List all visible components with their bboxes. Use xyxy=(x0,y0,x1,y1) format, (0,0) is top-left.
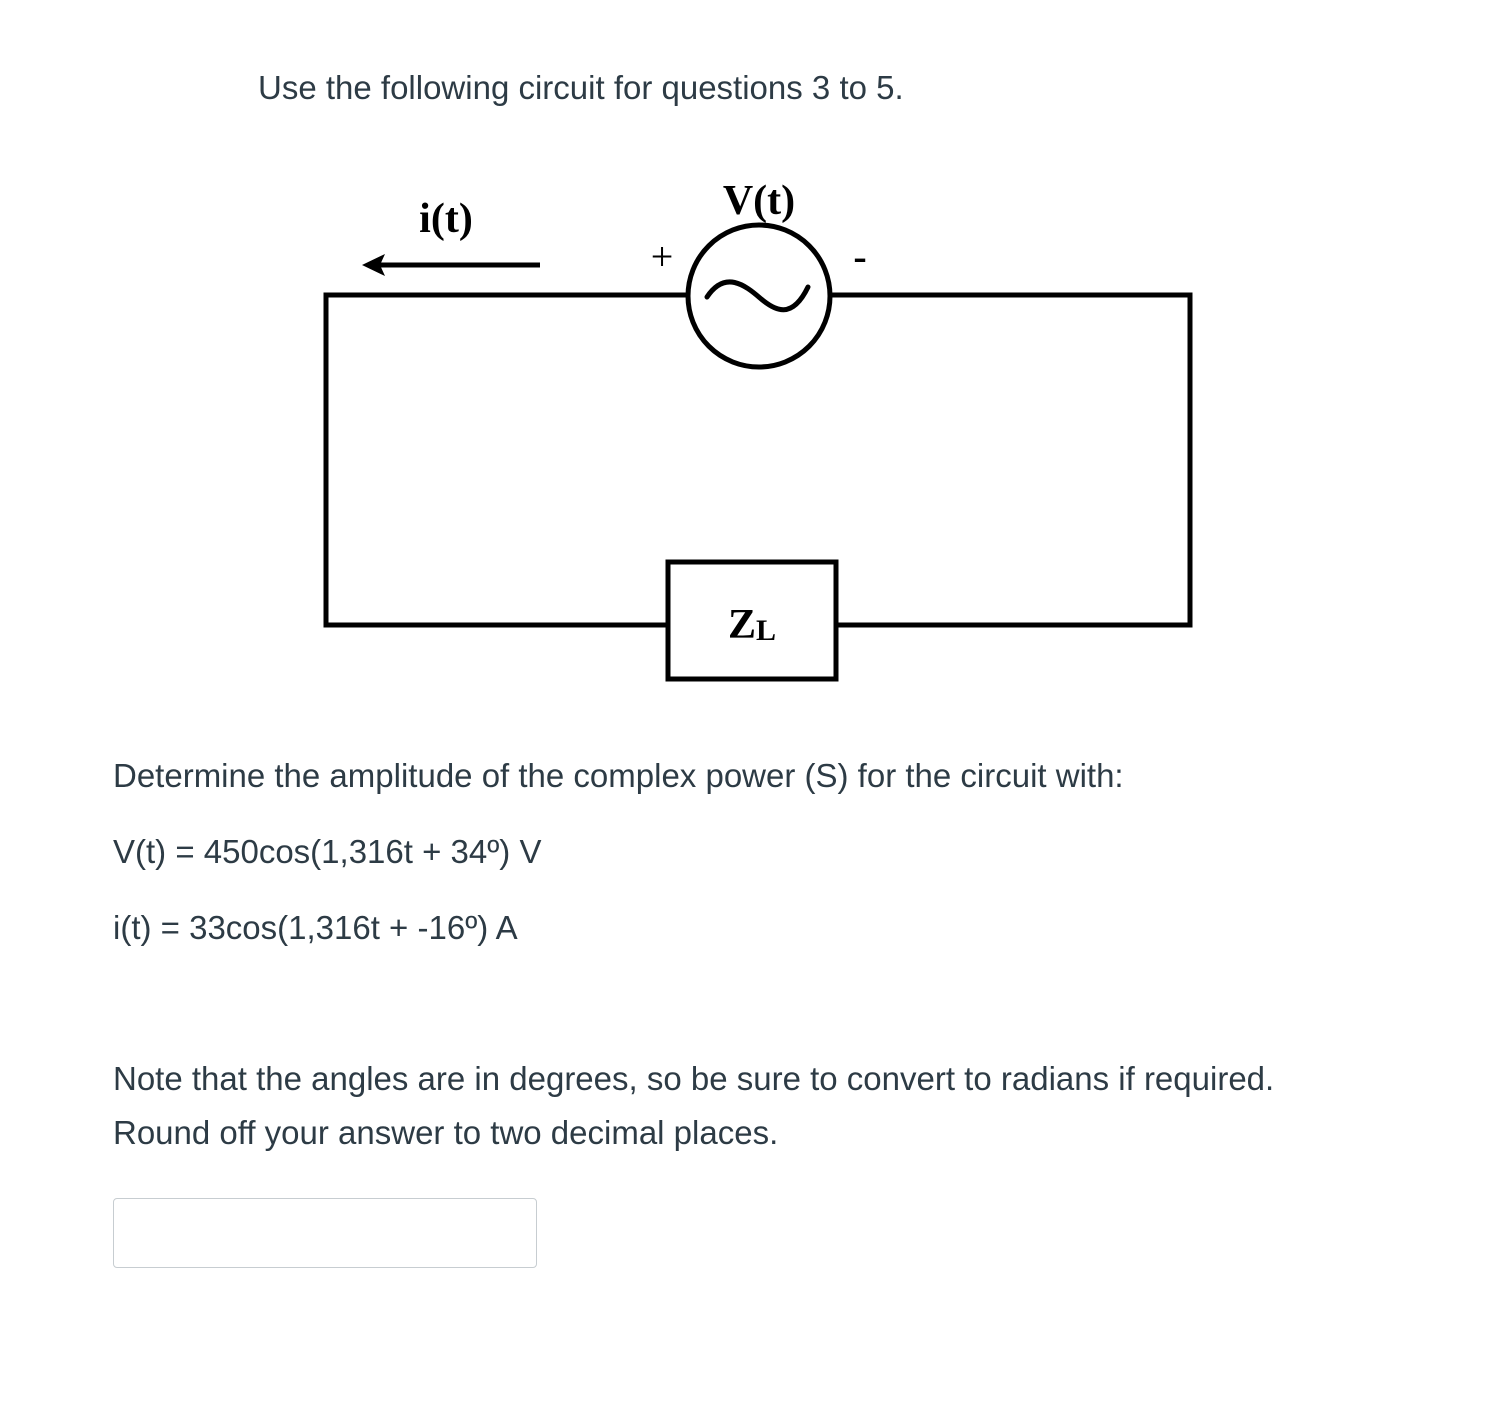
question-prompt: Determine the amplitude of the complex power (S) for the circuit with: xyxy=(113,757,1124,794)
voltage-equation: V(t) = 450cos(1,316t + 34º) V xyxy=(113,833,542,870)
source-minus-sign: - xyxy=(853,234,867,279)
load-label-main: Z xyxy=(727,602,756,648)
wire-left xyxy=(326,295,688,625)
wire-right xyxy=(832,295,1190,625)
current-label: i(t) xyxy=(419,196,473,242)
source-plus-sign: + xyxy=(650,234,674,279)
current-arrow-icon xyxy=(362,254,540,276)
source-label: V(t) xyxy=(722,178,796,224)
load-label-subscript: L xyxy=(756,614,777,647)
note-line-2: Round off your answer to two decimal places. xyxy=(113,1114,779,1151)
note-line-1: Note that the angles are in degrees, so be sure to convert to radians if required. xyxy=(113,1060,1275,1097)
question-intro: Use the following circuit for questions 3 to 5. xyxy=(258,69,904,106)
ac-source-icon xyxy=(688,225,830,367)
answer-input[interactable] xyxy=(113,1198,537,1268)
current-equation: i(t) = 33cos(1,316t + -16º) A xyxy=(113,909,518,946)
question-note xyxy=(113,1052,1413,1160)
